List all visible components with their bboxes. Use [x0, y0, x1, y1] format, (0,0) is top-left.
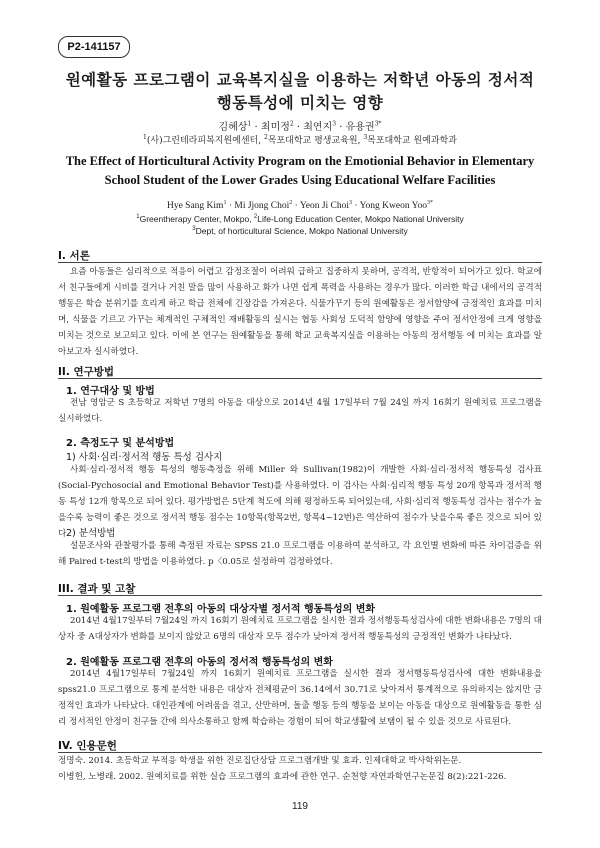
results-paragraph-1: 2014년 4월17일부터 7월24일 까지 16회기 원예치료 프로그램을 실시한 결과 정서행동특성검사에 대한 변화내용은 7명의 대상자 중 A대상자가 변화를 보이지 않았고 6명의 대상자 모두 점수가 낮아져 정서적 행동특성의 긍정적인 변화가 나타났다. — [58, 616, 542, 642]
section-divider — [58, 378, 542, 379]
korean-authors: 김혜상$^1$ · 최미정$^2$ · 최연지$^3$ · 유용권$^{3*}$ — [218, 120, 382, 133]
subsubsection-heading: 1) 사회·심리·정서적 행동 특성 검사지 — [66, 452, 223, 463]
reference-item: 정명숙. 2014. 초등학교 부적응 학생을 위한 진로집단상담 프로그램개발 및 효과. 인제대학교 박사학위논문. — [58, 756, 462, 766]
subsection-heading: 2. 원예활동 프로그램 전후의 아동의 정서적 행동특성의 변화 — [66, 657, 333, 668]
section-heading-results: III. 결과 및 고찰 — [58, 583, 136, 595]
section-heading-introduction: I. 서론 — [58, 250, 90, 262]
results-paragraph-2: 2014년 4월17일부터 7월24일 까지 16회기 원예치료 프로그램을 실시한 결과 정서행동특성검사에 대한 변화내용을 spss21.0 프로그램으로 통계 분석한 내용은 대상자 전체평균이 36.14에서 30.71로 낮아져서 통계적으로 유의하지는 않지만 긍정적인 효과가 나타났다. 대인관계에 어려움을 겪고, 산만하며, 돌출 행동 등의 행동을 보이는 아동을 대상으로 원예활동을 통한 심리 정서적인 안정이 친구들 간에 의사소통하고 함께 학습하는 경험이 되어 학교생활에 보탬이 될 수 있을 것으로 사료된다. — [58, 669, 542, 727]
english-affiliation-line-1: $^1$Greentherapy Center, Mokpo, $^2$Life-Long Education Center, Mokpo National University — [136, 214, 464, 224]
section-heading-methods: II. 연구방법 — [58, 366, 115, 378]
methods-paragraph-3: 설문조사와 관찰평가를 통해 측정된 자료는 SPSS 21.0 프로그램을 이용하여 분석하고, 각 요인별 변화에 따른 차이검증을 위해 Paired t-test의 방법을 이용하였다. p〈0.05로 설정하여 검정하였다. — [58, 541, 542, 567]
korean-title-line-1: 원예활동 프로그램이 교육복지실을 이용하는 저학년 아동의 정서적 — [65, 71, 535, 89]
author-sup: 2 — [289, 120, 294, 128]
methods-paragraph-2: 사회·심리·정서적 행동 특성의 행동측정을 위해 Miller 와 Sullivan(1982)이 개발한 사회·심리·정서적 행동특성 검사표(Social-Pychosocial and Emotional Behavior Test)를 사용하였다. 이 검사는 사회·심리적 행동 특성 20개 항목과 정서적 행동 특성 12개 항목으로 되어 있다. 평가방법은 5단계 척도에 의해 평정하도록 되어있는데, 사회·심리적 행동특성 검사는 점수가 높을수록 능력이 좋은 것으로 정서적 행동 점수는 10항목(항목2번, 항목4~12번)은 역산하여 점수가 낮을수록 좋은 것으로 되어 있다. — [58, 465, 542, 539]
methods-paragraph-1: 전남 영암군 S 초등학교 저학년 7명의 아동을 대상으로 2014년 4월 17일부터 7월 24일 까지 16회기 원예치료 프로그램을 실시하였다. — [58, 398, 542, 424]
subsection-heading: 1. 원예활동 프로그램 전후의 아동의 대상자별 정서적 행동특성의 변화 — [66, 604, 376, 615]
subsection-heading: 2. 측정도구 및 분석방법 — [66, 438, 175, 449]
english-title-line-2: School Student of the Lower Grades Using Educational Welfare Facilities — [104, 173, 496, 187]
subsection-heading: 1. 연구대상 및 방법 — [66, 386, 155, 397]
english-authors: Hye Sang Kim$^1$ · Mi Jjong Choi$^2$ · Yeon Ji Choi$^3$ · Yong Kweon Yoo$^{3*}$ — [166, 200, 434, 212]
author-sup: 3 — [332, 120, 337, 128]
author-name: 김혜상 — [218, 122, 248, 133]
page-number: 119 — [292, 801, 308, 812]
section-divider — [58, 262, 542, 263]
reference-item: 이병헌, 노병래. 2002. 원예치료를 위한 실습 프로그램의 효과에 관한 연구. 순천향 자연과학연구논문집 8(2):221-226. — [58, 772, 507, 782]
korean-title-line-2: 행동특성에 미치는 영향 — [216, 94, 384, 112]
section-divider — [58, 595, 542, 596]
korean-affiliations: $^1$(사)그린테라피복지원예센터, $^2$목포대학교 평생교육원, $^3$목포대학교 원예과학과 — [143, 134, 457, 146]
author-name: 유용권 — [345, 122, 375, 133]
author-name: 최연지 — [303, 122, 333, 133]
english-title-line-1: The Effect of Horticultural Activity Program on the Emotionial Behavior in Elementary — [65, 154, 535, 168]
author-name: 최미정 — [260, 122, 290, 133]
author-sup: 1 — [247, 120, 252, 128]
author-sup: 3* — [374, 120, 382, 128]
paper-id-badge: P2-141157 — [58, 36, 130, 58]
english-affiliation-line-2: $^3$Dept, of horticultural Science, Mokpo National University — [192, 226, 408, 236]
introduction-paragraph: 요즘 아동들은 심리적으로 적응이 어렵고 감정조절이 어려워 급하고 집중하지 못하며, 공격적, 반항적이 되어가고 있다. 학교에서 친구들에게 시비를 걸거나 거친 말을 많이 사용하고 화가 나면 쉽게 폭력을 사용하는 경우가 많다. 이러한 학급 내에서의 공격적 행동은 학습 분위기를 흐리게 하고 학급 전체에 긴장감을 가져온다. 식물가꾸기 등의 원예활동은 정서함양에 긍정적인 효과를 미치며, 식물을 기르고 가꾸는 체계적인 구체적인 재배활동의 실시는 협동 사회성 도덕적 함양에 영향을 주어 정서안정에 크게 영향을 미치는 것으로 보고되고 있다. 이에 본 연구는 원예활동을 통해 학교 교육복지실을 이용하는 아동의 정서행동 에 미치는 효과를 알아보고자 실시하였다. — [58, 267, 542, 357]
subsubsection-heading: 2) 분석방법 — [66, 528, 116, 539]
section-heading-references: IV. 인용문헌 — [58, 740, 117, 752]
